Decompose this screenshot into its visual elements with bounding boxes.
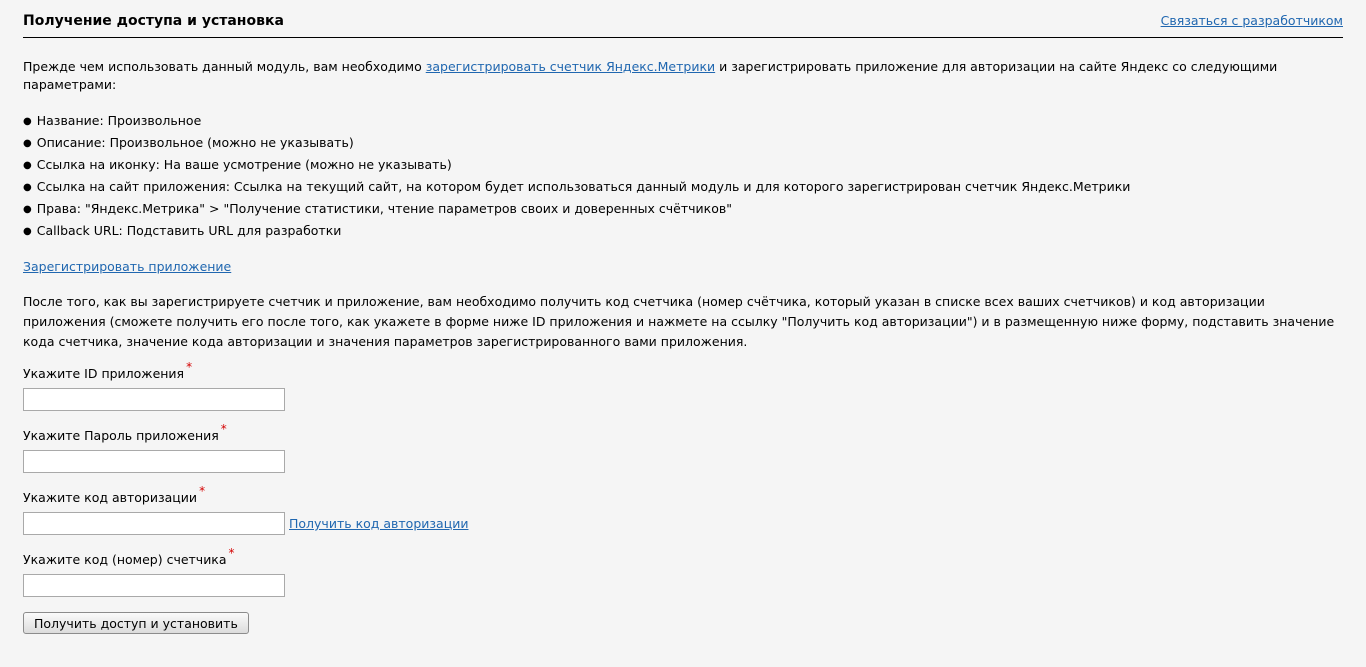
auth-code-field-group <box>23 484 1343 535</box>
header <box>23 12 1343 38</box>
required-mark: * <box>199 484 206 498</box>
app-id-label-text: Укажите ID приложения <box>23 366 185 381</box>
access-form <box>23 360 1343 634</box>
page <box>23 0 1343 634</box>
intro-text <box>23 58 1343 94</box>
instructions-text: После того, как вы зарегистрируете счетчик и приложение, вам необходимо получить код счетчика (номер счётчика, который указан в списке всех ваших счетчиков) и код авторизации приложения (сможете получить его после того, как укажете в форме ниже ID приложения и нажмете на ссылку "Получить код авторизации") и в размещенную ниже форму, подставить значение кода счетчика, значение кода авторизации и значения параметров зарегистрированного вами приложения. <box>23 294 1335 349</box>
counter-id-field-group <box>23 546 1343 597</box>
required-mark: * <box>186 360 193 374</box>
required-mark: * <box>228 546 235 560</box>
register-counter-link[interactable]: зарегистрировать счетчик Яндекс.Метрики <box>425 59 716 74</box>
list-item: ● Ссылка на иконку: На ваше усмотрение (можно не указывать) <box>23 155 1343 177</box>
get-auth-code-link[interactable]: Получить код авторизации <box>289 516 469 531</box>
required-mark: * <box>220 422 227 436</box>
app-id-field-group <box>23 360 1343 411</box>
intro-after: и зарегистрировать приложение для авторизации на сайте Яндекс со следующими параметрами: <box>23 59 1278 92</box>
app-password-label-text: Укажите Пароль приложения <box>23 428 219 443</box>
submit-button[interactable]: Получить доступ и установить <box>23 612 249 634</box>
list-item: ● Описание: Произвольное (можно не указывать) <box>23 133 1343 155</box>
app-id-label <box>23 360 1343 384</box>
auth-code-label <box>23 484 1343 508</box>
app-password-label <box>23 422 1343 446</box>
list-item: ● Название: Произвольное <box>23 111 1343 133</box>
counter-id-input[interactable] <box>23 574 285 597</box>
intro-before: Прежде чем использовать данный модуль, вам необходимо <box>23 59 426 74</box>
auth-code-label-text: Укажите код авторизации <box>23 490 198 505</box>
counter-id-label <box>23 546 1343 570</box>
params-list <box>23 111 1343 243</box>
list-item: ● Права: "Яндекс.Метрика" > "Получение статистики, чтение параметров своих и доверенных счётчиков" <box>23 199 1343 221</box>
contact-developer-link[interactable]: Связаться с разработчиком <box>1160 13 1343 28</box>
counter-id-label-text: Укажите код (номер) счетчика <box>23 552 227 567</box>
auth-code-input[interactable] <box>23 512 285 535</box>
register-app-link[interactable]: Зарегистрировать приложение <box>23 259 232 274</box>
list-item: ● Callback URL: Подставить URL для разработки <box>23 221 1343 243</box>
app-password-field-group <box>23 422 1343 473</box>
app-id-input[interactable] <box>23 388 285 411</box>
page-title: Получение доступа и установка <box>23 13 284 29</box>
list-item: ● Ссылка на сайт приложения: Ссылка на текущий сайт, на котором будет использоваться данный модуль и для которого зарегистрирован счетчик Яндекс.Метрики <box>23 177 1343 199</box>
app-password-input[interactable] <box>23 450 285 473</box>
